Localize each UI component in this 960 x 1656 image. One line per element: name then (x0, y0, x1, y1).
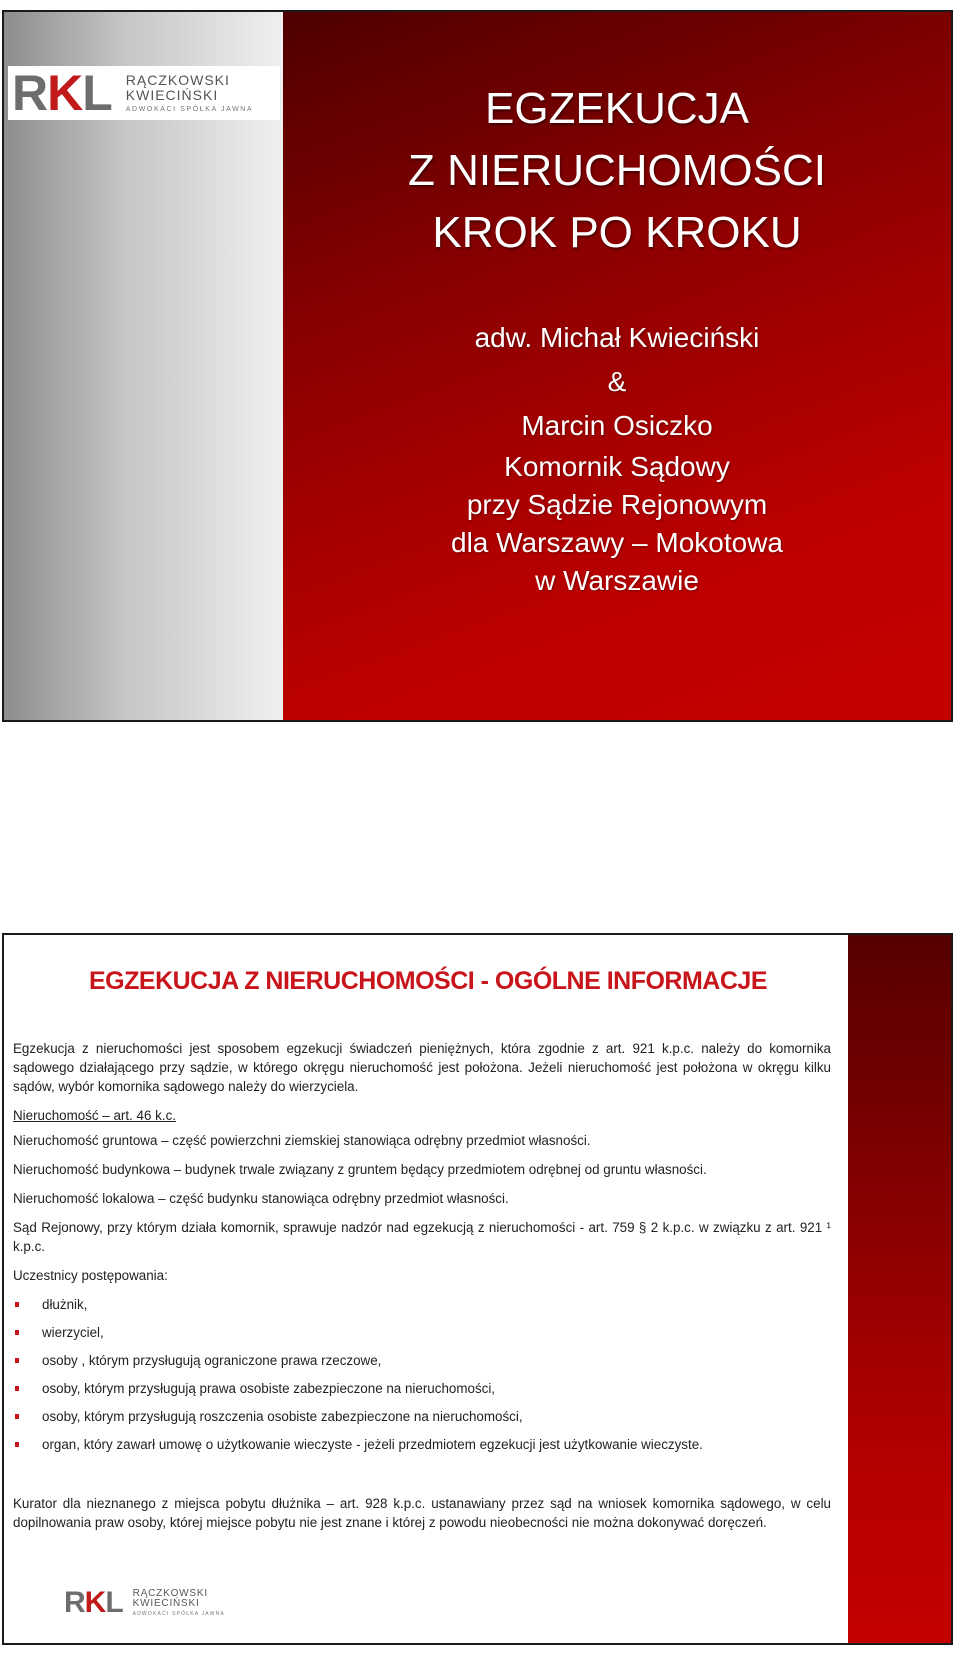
paragraph-land: Nieruchomość gruntowa – część powierzchni ziemskiej stanowiąca odrębny przedmiot własności. (13, 1133, 591, 1148)
slide-title: EGZEKUCJA Z NIERUCHOMOŚCI - OGÓLNE INFORMACJE (89, 967, 767, 995)
list-item: dłużnik, (13, 1295, 831, 1314)
logo-line-2: KWIECIŃSKI (125, 86, 219, 103)
red-side-band (848, 935, 951, 1643)
office-line: w Warszawie (535, 565, 699, 596)
title-line: KROK PO KROKU (432, 208, 802, 257)
logo-line-1: RĄCZKOWSKI (125, 72, 230, 89)
logo-line-1: RĄCZKOWSKI (132, 1587, 208, 1599)
list-item: wierzyciel, (13, 1323, 831, 1342)
logo-wordmark (126, 73, 253, 113)
logo-subtitle: ADWOKACI SPÓŁKA JAWNA (125, 105, 254, 113)
presenters (283, 316, 951, 600)
paragraph-building: Nieruchomość budynkowa – budynek trwale związany z gruntem będący przedmiotem odrębnej od gruntu własności. (13, 1162, 707, 1177)
red-title-panel (283, 12, 951, 720)
logo-line-2: KWIECIŃSKI (132, 1598, 200, 1610)
office-line: Komornik Sądowy (504, 451, 730, 482)
title-line: EGZEKUCJA (484, 84, 750, 133)
title-line: Z NIERUCHOMOŚCI (408, 146, 826, 195)
presenter-line: adw. Michał Kwieciński (474, 322, 760, 353)
presenter-line: Marcin Osiczko (521, 410, 713, 441)
list-item: organ, który zawarł umowę o użytkowanie wieczyste - jeżeli przedmiotem egzekucji jest użytkowanie wieczyste. (13, 1435, 831, 1454)
paragraph-participants: Uczestnicy postępowania: (13, 1268, 168, 1283)
rkl-mark-icon: R K L (12, 65, 112, 121)
slide-body (13, 1039, 831, 1463)
office-line: przy Sądzie Rejonowym (466, 489, 768, 520)
logo-subtitle: ADWOKACI SPÓŁKA JAWNA (132, 1610, 225, 1617)
bullet-icon (15, 1386, 19, 1391)
bullet-icon (15, 1330, 19, 1335)
paragraph-curator: Kurator dla nieznanego z miejsca pobytu dłużnika – art. 928 k.p.c. ustanawiany przez sąd na wniosek komornika sądowego, w celu dopilnowania praw osoby, której miejsce pobytu nie jest znane i której z powodu nieobecności nie można dokonywać doręczeń. (13, 1496, 831, 1530)
participants-list (13, 1295, 831, 1454)
paragraph-definition: Nieruchomość – art. 46 k.c. (13, 1108, 176, 1123)
list-item: osoby, którym przysługują prawa osobiste zabezpieczone na nieruchomości, (13, 1379, 831, 1398)
logo-wordmark (133, 1589, 225, 1617)
rkl-footer-logo (64, 1583, 225, 1623)
presenter-line: & (607, 366, 627, 397)
paragraph-intro: Egzekucja z nieruchomości jest sposobem egzekucji świadczeń pieniężnych, która zgodnie z art. 921 k.p.c. należy do komornika sądowego działającego przy sądzie, w którego okręgu nieruchomość jest położona. Jeżeli nieruchomość jest położona w okręgu kilku sądów, wybór komornika sądowego należy do wierzyciela. (13, 1041, 831, 1094)
bullet-icon (15, 1302, 19, 1307)
title-slide (2, 10, 953, 722)
presentation-title (283, 78, 951, 264)
paragraph-premises: Nieruchomość lokalowa – część budynku stanowiąca odrębny przedmiot własności. (13, 1191, 509, 1206)
info-slide (2, 933, 953, 1645)
bullet-icon (15, 1414, 19, 1419)
paragraph-court: Sąd Rejonowy, przy którym działa komornik, sprawuje nadzór nad egzekucją z nieruchomości - art. 759 § 2 k.p.c. w związku z art. 921 ¹ k.p.c. (13, 1220, 831, 1254)
rkl-mark-icon: R K L (64, 1586, 123, 1619)
list-item: osoby, którym przysługują roszczenia osobiste zabezpieczone na nieruchomości, (13, 1407, 831, 1426)
rkl-logo (8, 66, 280, 120)
bullet-icon (15, 1442, 19, 1447)
list-item: osoby , którym przysługują ograniczone prawa rzeczowe, (13, 1351, 831, 1370)
bullet-icon (15, 1358, 19, 1363)
office-line: dla Warszawy – Mokotowa (451, 527, 783, 558)
gray-side-panel (4, 12, 283, 720)
